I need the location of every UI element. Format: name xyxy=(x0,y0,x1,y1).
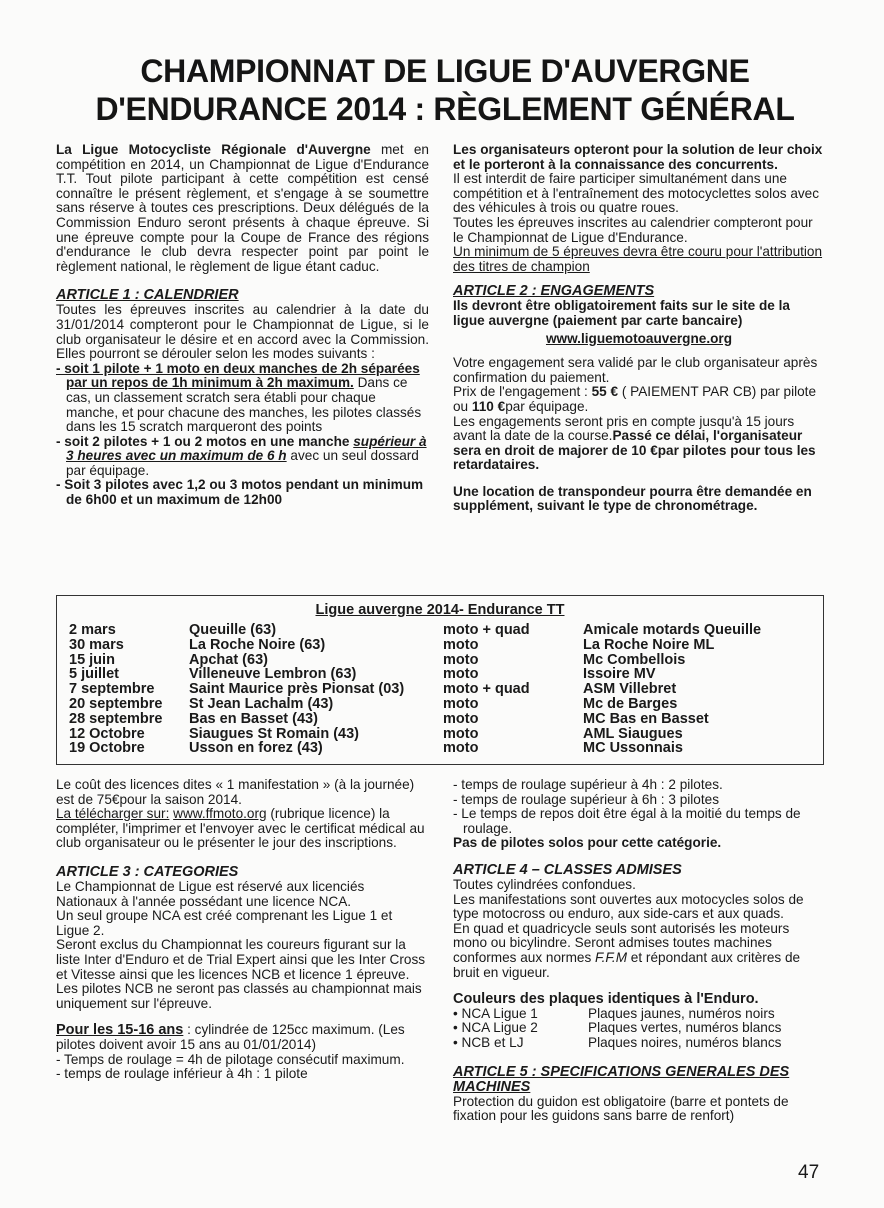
calendar-row xyxy=(69,653,761,668)
deadline-text: Les engagements seront pris en compte jusqu'à 15 jours avant la date de la course. xyxy=(453,413,795,444)
event-type: moto xyxy=(443,651,479,668)
right-column-top xyxy=(453,143,825,514)
article2-heading: ARTICLE 2 : ENGAGEMENTS xyxy=(453,283,655,300)
event-date: 19 Octobre xyxy=(69,740,145,757)
plate-category: • NCB et LJ xyxy=(453,1034,524,1050)
article5-heading: ARTICLE 5 : SPECIFICATIONS GENERALES DES MACHINES xyxy=(453,1063,790,1095)
article4-heading: ARTICLE 4 – CLASSES ADMISES xyxy=(453,861,682,878)
event-type: moto xyxy=(443,710,479,727)
event-date: 28 septembre xyxy=(69,710,163,727)
event-club: Issoire MV xyxy=(583,666,656,683)
event-type: moto xyxy=(443,666,479,683)
event-type: moto + quad xyxy=(443,681,530,698)
left-column-top xyxy=(56,143,429,508)
article4-p3-pre: En quad et quadricycle seuls sont autorisés les moteurs mono ou bicylindre. Seront admises toutes machines conformes aux normes xyxy=(453,920,790,965)
article1-mode1-text: Dans ce cas, un classement scratch sera établi pour chaque manche, et pour chacune des manches, les pilotes classés dans les 15 scratch marqueront des points xyxy=(66,375,422,435)
event-club: La Roche Noire ML xyxy=(583,636,715,653)
article5-text: Protection du guidon est obligatoire (barre et pontets de fixation pour les guidons sans barre de renfort) xyxy=(453,1093,789,1124)
article1-text: Toutes les épreuves inscrites au calendrier à la date du 31/01/2014 compteront pour le Championnat de Ligue, si le club organisateur le désire et en accord avec la Commission. Elles pourront se dérouler selon les modes suivants : xyxy=(56,302,429,362)
plate-color: Plaques noires, numéros blancs xyxy=(588,1034,782,1050)
event-club: ASM Villebret xyxy=(583,681,677,698)
youth-item: - Temps de roulage = 4h de pilotage consécutif maximum. xyxy=(56,1051,405,1067)
article2-price xyxy=(453,385,825,414)
title-line-2: D'ENDURANCE 2014 : RÈGLEMENT GÉNÉRAL xyxy=(95,91,795,127)
article4-ffm: F.F.M xyxy=(595,949,628,965)
article4-p3-post: et répondant aux critères de bruit en vigueur. xyxy=(453,949,801,980)
calendar-row xyxy=(69,682,761,697)
right-column-bottom xyxy=(453,778,825,1124)
article1-heading: ARTICLE 1 : CALENDRIER xyxy=(56,287,239,304)
calendar-row xyxy=(69,623,761,638)
prohibition-text: Il est interdit de faire participer simultanément dans une compétition et à l'entraînement des motocyclettes solos avec des véhicules à trois ou quatre roues. xyxy=(453,171,820,216)
calendar-row xyxy=(69,667,761,682)
calendar-row xyxy=(69,638,761,653)
licence-download-label: La télécharger sur: xyxy=(56,806,170,822)
event-place: St Jean Lachalm (43) xyxy=(189,695,334,712)
event-type: moto xyxy=(443,725,479,742)
intro-paragraph xyxy=(56,143,429,274)
price-suffix: par équipage. xyxy=(505,398,589,414)
event-place: Queuille (63) xyxy=(189,622,277,638)
youth-list xyxy=(56,1053,429,1082)
plates-heading: Couleurs des plaques identiques à l'Enduro. xyxy=(453,991,759,1008)
article3-p3: Seront exclus du Championnat les coureurs figurant sur la liste Inter d'Enduro et de Trial Expert ainsi que les Inter Cross et Vitesse ainsi que les licences NCB et licence 1 épreuve. xyxy=(56,937,426,982)
event-type: moto xyxy=(443,740,479,757)
article1-mode3: - Soit 3 pilotes avec 1,2 ou 3 motos pendant un minimum de 6h00 et un maximum de 12h00 xyxy=(56,477,424,508)
roulage-list xyxy=(453,778,825,836)
roulage-item: - temps de roulage supérieur à 4h : 2 pilotes. xyxy=(453,777,723,792)
plates-list xyxy=(453,1007,825,1051)
calendar-box xyxy=(56,595,824,765)
youth-rule xyxy=(56,1023,429,1052)
calendar-title: Ligue auvergne 2014- Endurance TT xyxy=(315,602,565,618)
no-solo-text: Pas de pilotes solos pour cette catégorie. xyxy=(453,835,722,851)
price-team: 110 € xyxy=(471,398,506,414)
event-type: moto xyxy=(443,695,479,712)
event-club: MC Ussonnais xyxy=(583,740,683,757)
article1-mode2 xyxy=(56,435,429,479)
licence-download-text: (rubrique licence) la compléter, l'imprimer et l'envoyer avec le certificat médical au club organisateur ou le présenter le jour des inscriptions. xyxy=(56,806,425,851)
calendar-row xyxy=(69,712,761,727)
price-middle: ( PAIEMENT PAR CB) par pilote ou xyxy=(453,384,817,414)
article1-mode2-italic: supérieur à 3 heures avec un maximum de 6 h xyxy=(66,433,427,464)
title-line-1: CHAMPIONNAT DE LIGUE D'AUVERGNE xyxy=(140,53,750,89)
event-type: moto + quad xyxy=(443,622,530,638)
calendar-row xyxy=(69,697,761,712)
event-date: 5 juillet xyxy=(69,666,119,683)
article1-mode1 xyxy=(56,362,429,435)
event-date: 12 Octobre xyxy=(69,725,145,742)
ffmoto-link[interactable]: www.ffmoto.org xyxy=(173,806,267,822)
events-count-text: Toutes les épreuves inscrites au calendrier compteront pour le Championnat de Ligue d'Endurance. xyxy=(453,214,813,245)
page-title xyxy=(40,52,850,128)
plate-color: Plaques jaunes, numéros noirs xyxy=(588,1005,775,1021)
article3-p1: Le Championnat de Ligue est réservé aux licenciés Nationaux à l'année possédant une licence NCA. xyxy=(56,878,365,909)
article4-p3 xyxy=(453,922,825,980)
article4-p1: Toutes cylindrées confondues. xyxy=(453,876,636,892)
event-club: Mc de Barges xyxy=(583,695,678,712)
calendar-table xyxy=(69,623,761,756)
intro-org: La Ligue Motocycliste Régionale d'Auvergne xyxy=(56,142,371,157)
event-place: Apchat (63) xyxy=(189,651,268,668)
plate-category: • NCA Ligue 1 xyxy=(453,1005,538,1021)
event-date: 30 mars xyxy=(69,636,124,653)
event-club: Mc Combellois xyxy=(583,651,686,668)
article3-heading: ARTICLE 3 : CATEGORIES xyxy=(56,863,239,880)
event-place: La Roche Noire (63) xyxy=(189,636,326,653)
article4-p2: Les manifestations sont ouvertes aux motocycles solos de type motocross ou enduro, aux side-cars et aux quads. xyxy=(453,891,804,922)
article2-validation: Votre engagement sera validé par le club organisateur après confirmation du paiement. xyxy=(453,355,818,385)
roulage-item: - temps de roulage supérieur à 6h : 3 pilotes xyxy=(453,791,719,807)
calendar-row xyxy=(69,727,761,742)
article1-mode2-bold: - soit 2 pilotes + 1 ou 2 motos en une manche xyxy=(56,433,354,449)
event-date: 7 septembre xyxy=(69,681,155,698)
intro-text: met en compétition en 2014, un Championnat de Ligue d'Endurance T.T. Tout pilote participant à cette compétition est censé connaître le présent règlement, et s'engage à se soumettre sans réserve à toutes ces prescriptions. Deux délégués de la Commission Enduro seront présents à chaque épreuve. Si une épreuve compte pour la Coupe de France des régions d'endurance le club devra respecter point par point le règlement national, le règlement de ligue étant caduc. xyxy=(56,142,429,274)
event-date: 2 mars xyxy=(69,622,116,638)
article1-mode1-bold: - soit 1 pilote + 1 moto en deux manches de 2h séparées par un repos de 1h minimum à 2h maximum. xyxy=(56,360,420,391)
event-place: Saint Maurice près Pionsat (03) xyxy=(189,681,405,698)
event-type: moto xyxy=(443,636,479,653)
plate-category: • NCA Ligue 2 xyxy=(453,1020,538,1036)
article3-p4: Les pilotes NCB ne seront pas classés au championnat mais uniquement sur l'épreuve. xyxy=(56,981,422,1011)
event-date: 15 juin xyxy=(69,651,115,668)
transponder-text: Une location de transpondeur pourra être demandée en supplément, suivant le type de chronométrage. xyxy=(453,483,812,514)
event-place: Usson en forez (43) xyxy=(189,740,323,757)
registration-link[interactable]: www.liguemotoauvergne.org xyxy=(545,330,733,346)
article2-bold: Ils devront être obligatoirement faits sur le site de la ligue auvergne (paiement par carte bancaire) xyxy=(453,298,790,328)
youth-item: - temps de roulage inférieur à 4h : 1 pilote xyxy=(56,1066,308,1082)
article1-mode2-text: avec un seul dossard par équipage. xyxy=(66,448,419,478)
price-prefix: Prix de l'engagement : xyxy=(453,384,592,400)
licence-download xyxy=(56,807,429,851)
event-club: AML Siaugues xyxy=(583,725,683,742)
event-date: 20 septembre xyxy=(69,695,163,712)
youth-text: : cylindrée de 125cc maximum. (Les pilotes doivent avoir 15 ans au 01/01/2014) xyxy=(56,1022,405,1052)
organizers-choice: Les organisateurs opteront pour la solution de leur choix et le porteront à la connaissance des concurrents. xyxy=(453,142,823,172)
event-club: Amicale motards Queuille xyxy=(583,622,762,638)
price-single: 55 € xyxy=(591,384,619,400)
deadline-penalty: Passé ce délai, l'organisateur sera en droit de majorer de 10 €par pilotes pour tous les retardataires. xyxy=(453,428,816,473)
roulage-item: - Le temps de repos doit être égal à la moitié du temps de roulage. xyxy=(453,806,801,836)
article2-deadline xyxy=(453,415,825,473)
youth-heading: Pour les 15-16 ans xyxy=(56,1022,184,1039)
plate-color: Plaques vertes, numéros blancs xyxy=(588,1020,782,1036)
page-number: 47 xyxy=(798,1162,820,1183)
event-club: MC Bas en Basset xyxy=(583,710,709,727)
article3-p2: Un seul groupe NCA est créé comprenant les Ligue 1 et Ligue 2. xyxy=(56,908,393,938)
event-place: Bas en Basset (43) xyxy=(189,710,318,727)
licence-text: Le coût des licences dites « 1 manifestation » (à la journée) est de 75€pour la saison 2014. xyxy=(56,777,415,807)
minimum-events-text: Un minimum de 5 épreuves devra être couru pour l'attribution des titres de champion xyxy=(453,244,823,274)
event-place: Siaugues St Romain (43) xyxy=(189,725,360,742)
calendar-row xyxy=(69,741,761,756)
left-column-bottom xyxy=(56,778,429,1082)
event-place: Villeneuve Lembron (63) xyxy=(189,666,357,683)
